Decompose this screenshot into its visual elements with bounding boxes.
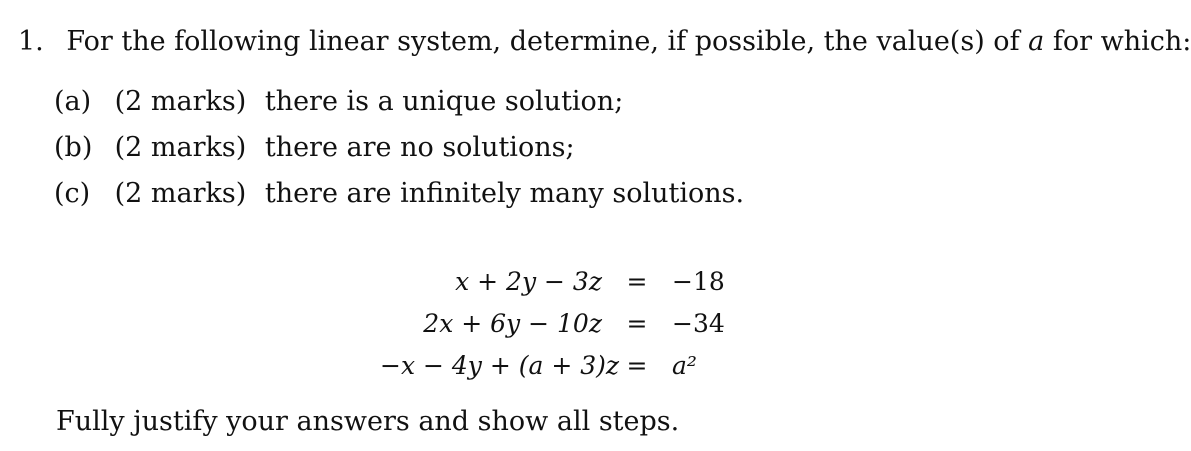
problem-statement <box>18 26 1191 57</box>
part-b <box>54 130 744 176</box>
part-label: (c) <box>54 178 91 209</box>
equals-sign: = <box>626 308 648 338</box>
equation-row-2 <box>380 302 782 344</box>
part-marks: (2 marks) <box>114 178 247 209</box>
equation-rhs: −34 <box>672 308 725 338</box>
equation-row-3 <box>380 344 782 386</box>
closing-instruction: Fully justify your answers and show all steps. <box>56 406 680 437</box>
equation-rhs: −18 <box>672 266 725 296</box>
part-text: there are no solutions; <box>264 132 575 163</box>
parts-list <box>54 84 744 222</box>
equation-rhs: a² <box>672 350 697 380</box>
part-marks: (2 marks) <box>114 132 247 163</box>
equation-lhs: x + 2y − 3z <box>455 266 602 296</box>
equals-sign: = <box>626 266 648 296</box>
equals-sign: = <box>626 350 648 380</box>
equation-lhs: −x − 4y + (a + 3)z <box>380 350 620 380</box>
problem-variable: a <box>1028 26 1045 57</box>
equation-lhs: 2x + 6y − 10z <box>423 308 602 338</box>
part-a <box>54 84 744 130</box>
part-text: there is a unique solution; <box>264 86 624 117</box>
linear-system <box>380 260 782 386</box>
part-text: there are infinitely many solutions. <box>264 178 745 209</box>
problem-text-before: For the following linear system, determine, if possible, the value(s) of <box>66 26 1020 57</box>
equation-row-1 <box>380 260 782 302</box>
problem-text-after: for which: <box>1052 26 1191 57</box>
part-marks: (2 marks) <box>114 86 247 117</box>
part-c <box>54 176 744 222</box>
part-label: (b) <box>54 132 93 163</box>
problem-number: 1. <box>18 26 44 57</box>
part-label: (a) <box>54 86 92 117</box>
